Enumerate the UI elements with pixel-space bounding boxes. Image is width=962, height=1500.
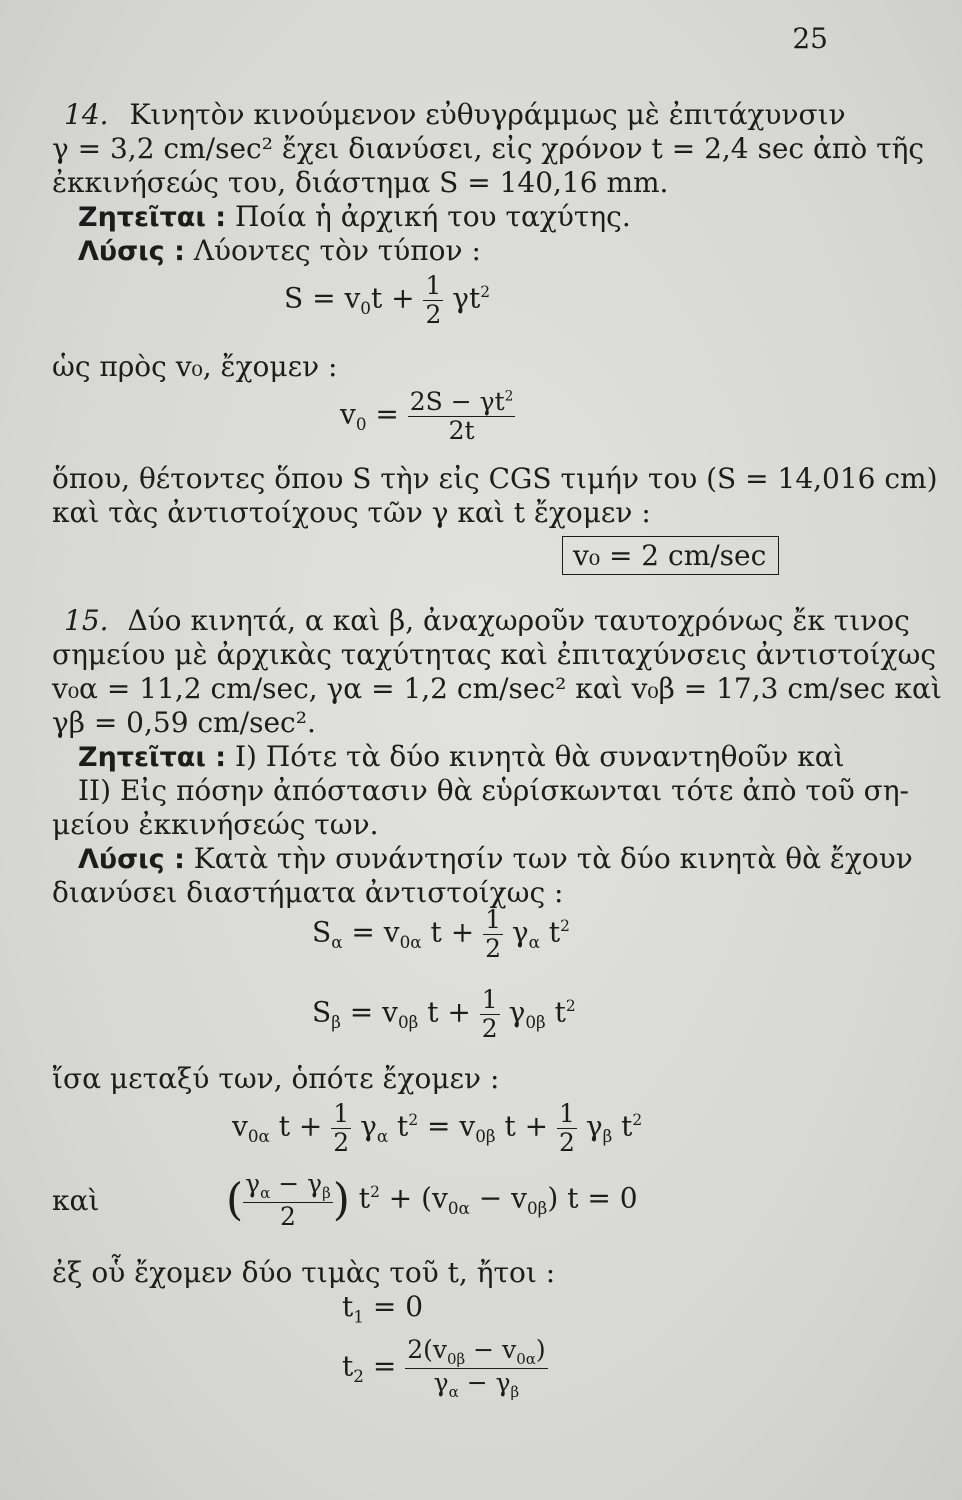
problem-14-opou-1: ὅπου, θέτοντες ὅπου S τὴν εἰς CGS τιμήν του (S = 14,016 cm) <box>52 462 938 495</box>
lysis-label: Λύσις : <box>78 236 185 267</box>
problem-15-isa: ἴσα μεταξύ των, ὁπότε ἔχομεν : <box>52 1062 500 1095</box>
problem-15-text-1: Δύο κινητά, α καὶ β, ἀναχωροῦν ταυτοχρόνως ἔκ τινος <box>127 604 910 637</box>
problem-14-line-3: ἐκκινήσεώς του, διάστημα S = 140,16 mm. <box>52 166 669 199</box>
problem-15-line-2: σημείου μὲ ἀρχικὰς ταχύτητας καὶ ἐπιταχύνσεις ἀντιστοίχως <box>52 638 937 671</box>
equation-quadratic: ( $\frac{\gamma_\alpha - \gamma_\beta}{2}$ ) $t^2 + (v_{0\alpha} - v_{0\beta}) t = 0$ <box>226 1169 638 1231</box>
problem-14-line-2: γ = 3,2 cm/sec² ἔχει διανύσει, εἰς χρόνον t = 2,4 sec ἀπὸ τῆς <box>52 132 925 165</box>
equation-equal: $v_{0\alpha}$ t + $\frac{1}{2}$ $\gamma_\alpha$ $t^2 = v_{0\beta}$ t + $\frac{1}{2}$ $\gamma_\beta$ $t^2$ <box>232 1099 643 1157</box>
problem-14-ws-pros: ὡς πρὸς v₀, ἔχομεν : <box>52 350 338 383</box>
lysis-text-15: Κατὰ τὴν συνάντησίν των τὰ δύο κινητὰ θὰ ἔχουν <box>193 842 913 875</box>
result-box: v₀ = 2 cm/sec <box>562 536 779 575</box>
problem-14-opou-2: καὶ τὰς ἀντιστοίχους τῶν γ καὶ t ἔχομεν : <box>52 496 651 529</box>
problem-15-line-6: II) Εἰς πόσην ἀπόστασιν θὰ εὑρίσκωνται τότε ἀπὸ τοῦ ση- <box>78 774 910 807</box>
page-number: 25 <box>792 22 828 55</box>
equation-s-vot: $S = v_0t$ + $\frac{1}{2}$ $\gamma t^2$ <box>284 271 491 329</box>
problem-14-zeteitai <box>78 200 631 233</box>
problem-15-line-7: μείου ἐκκινήσεώς των. <box>52 808 379 841</box>
problem-15-lysis <box>78 842 913 875</box>
problem-14-lysis <box>78 234 481 267</box>
problem-15-line-1 <box>64 604 910 637</box>
equation-v0: $v_0$ = $\frac{2S - \gamma t^2}{2t}$ <box>340 387 514 445</box>
problem-15-line-3: v₀α = 11,2 cm/sec, γα = 1,2 cm/sec² καὶ v₀β = 17,3 cm/sec καὶ <box>52 672 942 705</box>
equation-t2: $t_2$ = $\frac{2(v_{0\beta} - v_{0\alpha})}{\gamma_\alpha - \gamma_\beta}$ <box>342 1335 546 1401</box>
problem-15-kai: καὶ <box>52 1184 100 1217</box>
problem-14-number: 14. <box>64 98 109 131</box>
zeteitai-label-15: Ζητεῖται : <box>78 742 227 773</box>
zeteitai-label: Ζητεῖται : <box>78 202 227 233</box>
zeteitai-text-15: I) Πότε τὰ δύο κινητὰ θὰ συναντηθοῦν καὶ <box>234 740 845 773</box>
equation-s-alpha: $S_\alpha = v_{0\alpha}$ t + $\frac{1}{2}$ $\gamma_\alpha$ $t^2$ <box>312 905 570 963</box>
problem-14-line-1 <box>64 98 846 131</box>
problem-15-number: 15. <box>64 604 109 637</box>
equation-s-beta: $S_\beta = v_{0\beta}$ t + $\frac{1}{2}$ $\gamma_{0\beta}$ $t^2$ <box>312 985 576 1043</box>
equation-t1: $t_1 = 0$ <box>342 1290 424 1327</box>
zeteitai-text: Ποία ἡ ἀρχική του ταχύτης. <box>234 200 631 233</box>
problem-15-line-4: γβ = 0,59 cm/sec². <box>52 706 316 739</box>
lysis-label-15: Λύσις : <box>78 844 185 875</box>
problem-14-text-1: Κινητὸν κινούμενον εὐθυγράμμως μὲ ἐπιτάχυνσιν <box>129 98 846 131</box>
problem-15-ex-ou: ἐξ οὗ ἔχομεν δύο τιμὰς τοῦ t, ἤτοι : <box>52 1256 556 1289</box>
problem-15-line-9: διανύσει διαστήματα ἀντιστοίχως : <box>52 876 564 909</box>
lysis-text: Λύοντες τὸν τύπον : <box>193 234 481 267</box>
problem-15-zeteitai <box>78 740 845 773</box>
